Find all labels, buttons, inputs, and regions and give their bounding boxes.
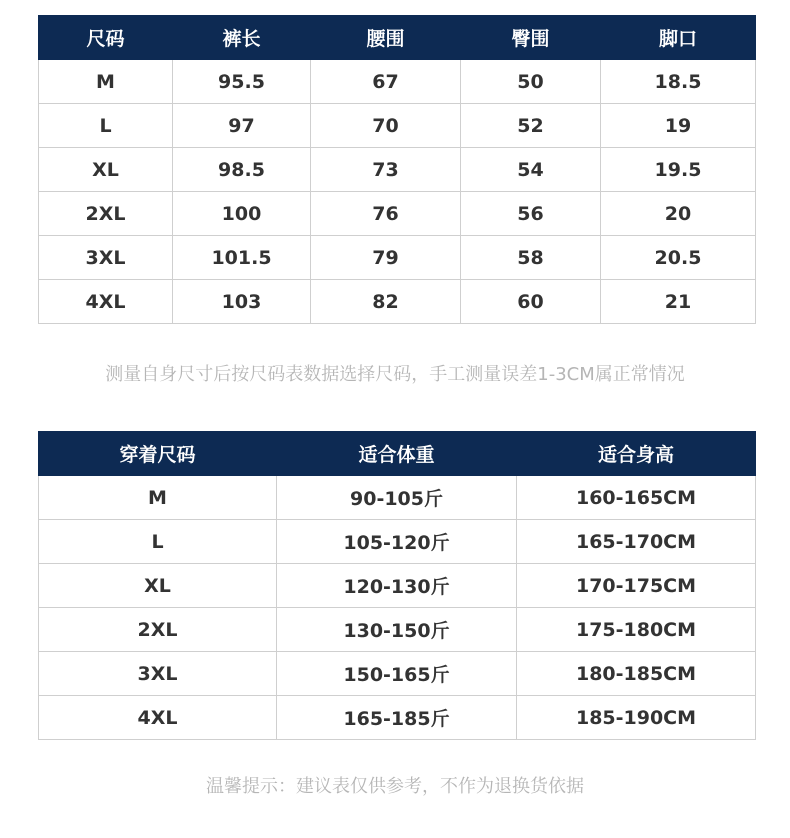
table-cell: 130-150斤 — [277, 608, 517, 652]
table-cell: 73 — [311, 148, 461, 192]
table-cell: 90-105斤 — [277, 476, 517, 520]
table-cell: 21 — [601, 280, 756, 324]
table-row — [39, 696, 756, 740]
table-cell: 58 — [461, 236, 601, 280]
table-cell: 180-185CM — [517, 652, 756, 696]
table-cell: 165-170CM — [517, 520, 756, 564]
table-cell: L — [39, 104, 173, 148]
table-cell: 52 — [461, 104, 601, 148]
table-cell: 120-130斤 — [277, 564, 517, 608]
table-cell: 97 — [173, 104, 311, 148]
table-row — [39, 148, 756, 192]
table-cell: L — [39, 520, 277, 564]
table-cell: XL — [39, 148, 173, 192]
table-cell: 101.5 — [173, 236, 311, 280]
table-cell: 54 — [461, 148, 601, 192]
table-cell: 50 — [461, 60, 601, 104]
table-cell: 98.5 — [173, 148, 311, 192]
table-cell: 103 — [173, 280, 311, 324]
header-leg-opening: 脚口 — [601, 16, 756, 60]
table-cell: 160-165CM — [517, 476, 756, 520]
fit-recommendation-table — [38, 431, 756, 740]
measurement-note: 测量自身尺寸后按尺码表数据选择尺码，手工测量误差1-3CM属正常情况 — [105, 364, 685, 385]
table-cell: M — [39, 60, 173, 104]
table-row — [39, 564, 756, 608]
fit-table-header-row — [39, 432, 756, 476]
table-cell: 95.5 — [173, 60, 311, 104]
header-size: 尺码 — [39, 16, 173, 60]
table-row — [39, 608, 756, 652]
table-cell: 4XL — [39, 280, 173, 324]
table-cell: 20.5 — [601, 236, 756, 280]
table-row — [39, 104, 756, 148]
table-cell: 2XL — [39, 192, 173, 236]
header-hip: 臀围 — [461, 16, 601, 60]
table-cell: M — [39, 476, 277, 520]
disclaimer-note: 温馨提示：建议表仅供参考，不作为退换货依据 — [206, 776, 584, 797]
table-cell: 70 — [311, 104, 461, 148]
table-cell: 105-120斤 — [277, 520, 517, 564]
table-row — [39, 236, 756, 280]
table-cell: 100 — [173, 192, 311, 236]
table-cell: 3XL — [39, 652, 277, 696]
header-wear-size: 穿着尺码 — [39, 432, 277, 476]
table-row — [39, 60, 756, 104]
table-cell: 185-190CM — [517, 696, 756, 740]
table-cell: 150-165斤 — [277, 652, 517, 696]
table-cell: 3XL — [39, 236, 173, 280]
table-cell: 170-175CM — [517, 564, 756, 608]
table-row — [39, 652, 756, 696]
size-chart-table — [38, 15, 756, 324]
table-cell: 20 — [601, 192, 756, 236]
size-chart-header-row — [39, 16, 756, 60]
table-cell: 79 — [311, 236, 461, 280]
table-cell: 60 — [461, 280, 601, 324]
table-cell: 4XL — [39, 696, 277, 740]
header-height: 适合身高 — [517, 432, 756, 476]
table-row — [39, 520, 756, 564]
table-cell: 82 — [311, 280, 461, 324]
table-cell: 165-185斤 — [277, 696, 517, 740]
header-waist: 腰围 — [311, 16, 461, 60]
table-cell: 19 — [601, 104, 756, 148]
table-row — [39, 192, 756, 236]
header-length: 裤长 — [173, 16, 311, 60]
table-row — [39, 476, 756, 520]
table-row — [39, 280, 756, 324]
table-cell: 18.5 — [601, 60, 756, 104]
table-cell: 56 — [461, 192, 601, 236]
table-cell: 175-180CM — [517, 608, 756, 652]
table-cell: 19.5 — [601, 148, 756, 192]
table-cell: 67 — [311, 60, 461, 104]
table-cell: XL — [39, 564, 277, 608]
header-weight: 适合体重 — [277, 432, 517, 476]
table-cell: 2XL — [39, 608, 277, 652]
table-cell: 76 — [311, 192, 461, 236]
